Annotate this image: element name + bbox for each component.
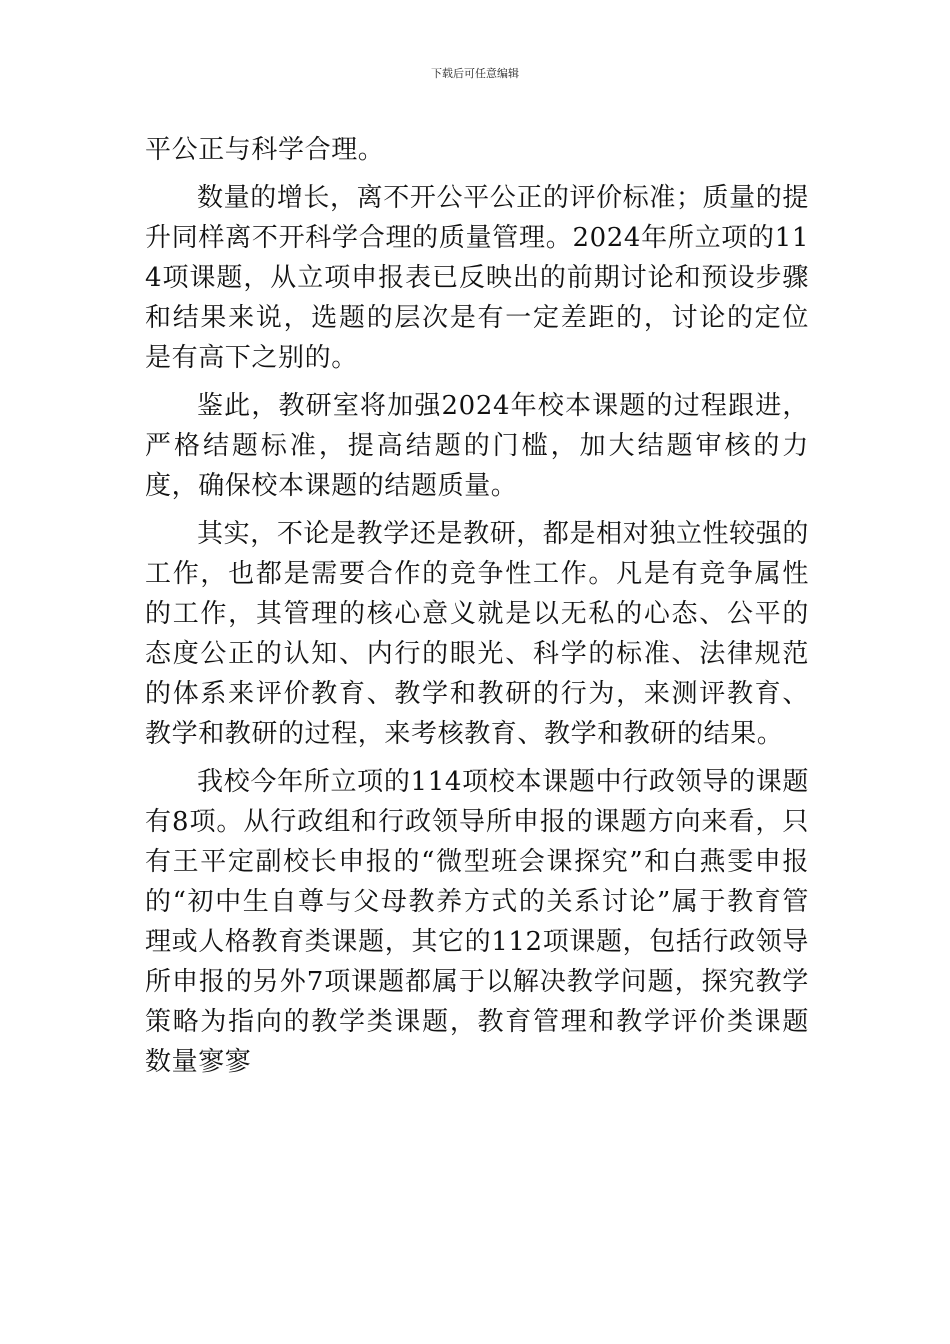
paragraph-process-follow-up: 鉴此，教研室将加强2024年校本课题的过程跟进，严格结题标准，提高结题的门槛，加大结题审核的力度，确保校本课题的结题质量。: [145, 391, 809, 501]
page-header: 下载后可任意编辑: [431, 67, 519, 80]
paragraph-continuation: 平公正与科学合理。: [145, 135, 385, 165]
paragraph-quantity-quality: 数量的增长，离不开公平公正的评价标准；质量的提升同样离不开科学合理的质量管理。2024年所立项的114项课题，从立项申报表已反映出的前期讨论和预设步骤和结果来说，选题的层次是有一定差距的，讨论的定位是有高下之别的。: [145, 183, 809, 373]
paragraph-project-statistics: 我校今年所立项的114项校本课题中行政领导的课题有8项。从行政组和行政领导所申报的课题方向来看，只有王平定副校长申报的“微型班会课探究”和白燕雯申报的“初中生自尊与父母教养方式的关系讨论”属于教育管理或人格教育类课题，其它的112项课题，包括行政领导所申报的另外7项课题都属于以解决教学问题，探究教学策略为指向的教学类课题，教育管理和教学评价类课题数量寥寥: [145, 767, 809, 1077]
document-body: [145, 130, 809, 1082]
paragraph-teaching-research-management: 其实，不论是教学还是教研，都是相对独立性较强的工作，也都是需要合作的竞争性工作。凡是有竞争属性的工作，其管理的核心意义就是以无私的心态、公平的态度公正的认知、内行的眼光、科学的标准、法律规范的体系来评价教育、教学和教研的行为，来测评教育、教学和教研的过程，来考核教育、教学和教研的结果。: [145, 519, 809, 749]
